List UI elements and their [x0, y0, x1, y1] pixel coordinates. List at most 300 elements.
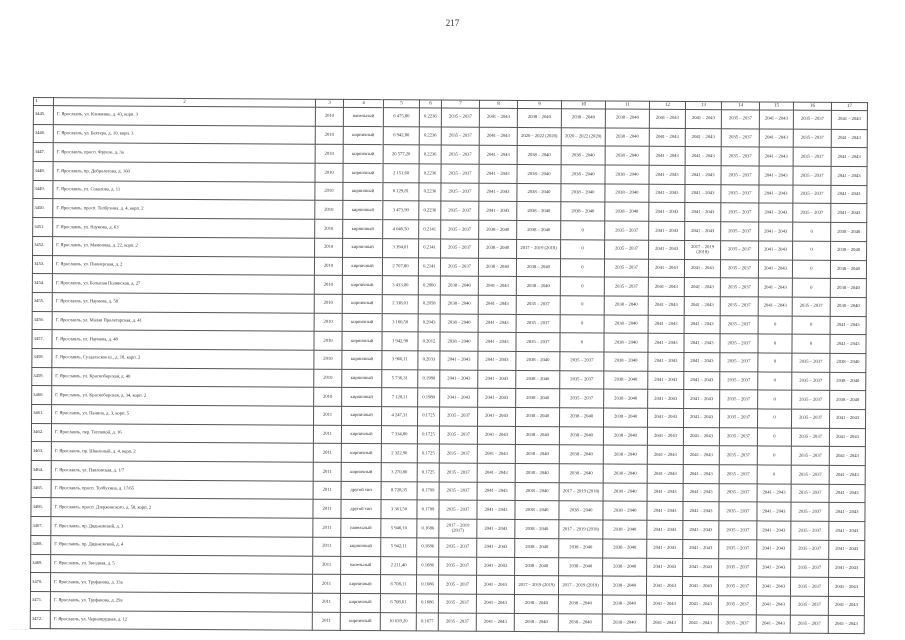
table-cell: 0	[793, 222, 831, 241]
table-cell: кирпичный	[343, 126, 383, 145]
table-cell: 2035 – 2037	[605, 221, 649, 240]
table-cell: 2038 – 2040	[603, 483, 647, 502]
table-cell: 6 708,61	[380, 594, 416, 613]
table-cell: 2035 – 2037	[791, 428, 829, 447]
table-cell: кирпичный	[342, 350, 382, 369]
table-cell: 2041 – 2043	[757, 484, 791, 503]
table-cell: 2020 – 2022 (2020)	[517, 127, 561, 146]
table-cell: 2041 – 2043	[829, 447, 865, 466]
table-cell: 2017 – 2019 (2017)	[439, 519, 477, 538]
address-cell: Г. Ярославль, ул. Пионерская, д. 2	[52, 255, 314, 275]
column-number-cell: 8	[479, 100, 517, 108]
table-cell: 2038 – 2040	[561, 109, 605, 128]
table-cell: 2041 – 2043	[683, 446, 719, 465]
table-cell: 6 475,80	[383, 108, 419, 127]
table-cell: 0.1725	[417, 463, 439, 482]
column-number-cell: 6	[419, 100, 441, 108]
row-number-cell: 3450.	[33, 199, 53, 218]
table-cell: 2017 – 2019 (2018)	[559, 520, 603, 539]
table-cell: 2038 – 2040	[605, 109, 649, 128]
table-cell: 0	[757, 409, 791, 428]
table-cell: 3 960,11	[382, 351, 418, 370]
table-cell: 2038 – 2040	[603, 557, 647, 576]
table-cell: 2041 – 2043	[683, 427, 719, 446]
table-cell: 2010	[314, 331, 342, 350]
table-cell: 0	[560, 258, 604, 277]
table-cell: 2035 – 2037	[791, 503, 829, 522]
table-cell: 2035 – 2037	[439, 500, 477, 519]
table-cell: 2038 – 2040	[558, 613, 602, 632]
table-cell: 2041 – 2043	[759, 129, 793, 148]
table-cell: 2041 – 2043	[647, 427, 683, 446]
table-cell: кирпичный	[343, 163, 383, 182]
row-number-cell: 3465.	[31, 479, 51, 498]
table-cell: 2011	[313, 425, 341, 444]
table-cell: 2041 – 2043	[647, 558, 683, 577]
table-cell: 2035 – 2037	[791, 540, 829, 559]
row-number-cell: 3447.	[33, 143, 53, 162]
table-cell: 0.1686	[417, 538, 439, 557]
table-cell: 2038 – 2040	[440, 276, 478, 295]
table-cell: 2035 – 2037	[720, 371, 758, 390]
table-cell: 2038 – 2040	[440, 314, 478, 333]
address-cell: Г. Ярославль, ул. Труфанова, д. 29а	[50, 591, 312, 611]
table-cell: 2035 – 2037	[720, 278, 758, 297]
table-cell: 0	[758, 315, 792, 334]
table-cell: 2041 – 2043	[648, 371, 684, 390]
table-cell: кирпичный	[343, 220, 383, 239]
table-cell: 2041 – 2043	[684, 371, 720, 390]
table-cell: 2035 – 2037	[560, 352, 604, 371]
table-cell: 2041 – 2043	[685, 147, 721, 166]
table-cell: 2038 – 2040	[517, 108, 561, 127]
table-cell: 2041 – 2043	[757, 540, 791, 559]
column-number-cell: 13	[685, 101, 721, 109]
table-cell: 2041 – 2043	[684, 278, 720, 297]
table-cell: 2041 – 2043	[479, 127, 517, 146]
table-cell: 2035 – 2037	[719, 483, 757, 502]
table-cell: 2035 – 2037	[604, 258, 648, 277]
table-cell: 2041 – 2043	[759, 203, 793, 222]
table-cell: 2041 – 2043	[477, 463, 515, 482]
table-cell: 2011	[313, 500, 341, 519]
table-cell: 2035 – 2037	[605, 240, 649, 259]
table-cell: 2035 – 2037	[791, 409, 829, 428]
table-cell: другой тип	[341, 481, 381, 500]
table-cell: 3 433,00	[382, 276, 418, 295]
table-cell: 0.1677	[416, 612, 438, 631]
table-cell: 0	[792, 278, 830, 297]
table-cell: 2038 – 2040	[603, 501, 647, 520]
table-cell: 2038 – 2040	[515, 445, 559, 464]
table-cell: 2035 – 2037	[793, 204, 831, 223]
table-cell: 2035 – 2037	[721, 128, 759, 147]
table-cell: 2038 – 2040	[559, 426, 603, 445]
table-cell: 2035 – 2037	[790, 596, 828, 615]
page-number: 217	[445, 18, 460, 28]
table-cell: кирпичный	[341, 537, 381, 556]
table-cell: 2010	[314, 388, 342, 407]
table-cell: панельный	[343, 107, 383, 126]
table-cell: 2035 – 2037	[439, 482, 477, 501]
table-cell: 2041 – 2043	[479, 164, 517, 183]
table-cell: 2017 – 2019 (2018)	[685, 240, 721, 259]
table-cell: 2038 – 2040	[603, 408, 647, 427]
table-cell: 2011	[313, 444, 341, 463]
table-cell: 0.1709	[417, 482, 439, 501]
address-cell: Г. Ярославль, ул. Павловская, д. 1/7	[51, 461, 313, 481]
table-cell: кирпичный	[341, 425, 381, 444]
table-cell: 0	[758, 334, 792, 353]
table-cell: 0.1686	[416, 575, 438, 594]
address-cell: Г. Ярославль, ул. Наумова, д. 63	[53, 218, 315, 238]
table-cell: 2041 – 2043	[478, 295, 516, 314]
table-cell: 2041 – 2043	[828, 615, 864, 634]
table-cell: 2010	[314, 294, 342, 313]
table-cell: 6 708,11	[380, 575, 416, 594]
table-cell: 2038 – 2040	[602, 595, 646, 614]
table-cell: 2041 – 2043	[477, 426, 515, 445]
column-number-cell: 5	[383, 100, 419, 108]
column-number-cell: 7	[441, 100, 479, 108]
table-cell: 0	[561, 240, 605, 259]
table-cell: 2010	[314, 350, 342, 369]
column-number-cell: 9	[517, 100, 561, 108]
table-cell: кирпичный	[340, 575, 380, 594]
row-number-cell: 3446.	[33, 124, 53, 143]
table-cell: кирпичный	[341, 462, 381, 481]
table-cell: кирпичный	[342, 276, 382, 295]
table-cell: 2035 – 2037	[440, 257, 478, 276]
table-cell: 0	[560, 296, 604, 315]
table-cell: 0	[758, 390, 792, 409]
table-cell: 2041 – 2043	[477, 538, 515, 557]
table-cell: 3 394,01	[383, 238, 419, 257]
table-cell: 2041 – 2043	[759, 222, 793, 241]
table-cell: 2017 – 2019 (2019)	[514, 576, 558, 595]
row-number-cell: 3451.	[33, 218, 53, 237]
table-cell: 5 946,10	[381, 519, 417, 538]
row-number-cell: 3461.	[32, 404, 52, 423]
table-cell: 2010	[315, 201, 343, 220]
column-number-cell: 15	[759, 102, 793, 110]
table-cell: 2011	[313, 462, 341, 481]
table-cell: 2041 – 2043	[831, 129, 867, 148]
address-cell: Г. Ярославль, ул. Красноборская, д. 34, корп. 2	[52, 386, 314, 406]
address-cell: Г. Ярославль, ул. Панина, д. 3, корп. 5	[52, 405, 314, 425]
table-cell: 2041 – 2043	[685, 184, 721, 203]
table-cell: 2041 – 2043	[648, 334, 684, 353]
table-cell: 2038 – 2040	[605, 165, 649, 184]
table-cell: 2035 – 2037	[438, 594, 476, 613]
table-cell: 1 942,98	[382, 332, 418, 351]
table-cell: 2035 – 2037	[720, 334, 758, 353]
table-cell: 2038 – 2040	[515, 407, 559, 426]
table-cell: 2035 – 2037	[721, 110, 759, 129]
table-cell: 2041 – 2043	[479, 146, 517, 165]
table-cell: 2041 – 2043	[683, 521, 719, 540]
table-cell: 2035 – 2037	[439, 407, 477, 426]
table-cell: 0.1980	[418, 369, 440, 388]
address-cell: Г. Ярославль, ул. Малая Пролетарская, д. 41	[52, 311, 314, 331]
table-cell: 2038 – 2040	[516, 351, 560, 370]
address-cell: Г. Ярославль, ул. Наумова, д. 48	[52, 330, 314, 350]
row-number-cell: 3469.	[31, 554, 51, 573]
table-cell: 2038 – 2040	[604, 296, 648, 315]
table-cell: кирпичный	[342, 257, 382, 276]
table-cell: 2010	[314, 369, 342, 388]
table-cell: 2035 – 2037	[441, 108, 479, 127]
table-cell: 2041 – 2043	[648, 352, 684, 371]
table-cell: 2035 – 2037	[438, 575, 476, 594]
table-cell: 2041 – 2043	[759, 185, 793, 204]
table-cell: 2011	[312, 612, 340, 631]
table-cell: кирпичный	[342, 294, 382, 313]
table-cell: 2011	[314, 406, 342, 425]
table-cell: 2 151,60	[383, 164, 419, 183]
column-number-cell: 16	[793, 102, 831, 110]
table-cell: 2035 – 2037	[718, 577, 756, 596]
table-cell: 2038 – 2040	[605, 128, 649, 147]
table-cell: 2038 – 2040	[559, 557, 603, 576]
table-cell: кирпичный	[341, 444, 381, 463]
table-cell: 2035 – 2037	[792, 390, 830, 409]
address-cell: Г. Ярославль, просп. Толбухина, д. 17/65	[51, 479, 313, 499]
table-cell: 2041 – 2043	[477, 519, 515, 538]
row-number-cell: 3448.	[33, 162, 53, 181]
table-cell: 2038 – 2040	[831, 223, 867, 242]
column-number-cell: 11	[605, 101, 649, 109]
table-cell: 7 120,11	[382, 388, 418, 407]
table-cell: 2038 – 2040	[604, 352, 648, 371]
table-cell: 2041 – 2043	[647, 446, 683, 465]
table-cell: 2041 – 2043	[646, 614, 682, 633]
table-cell: 0	[757, 446, 791, 465]
column-number-cell: 3	[315, 99, 343, 107]
table-cell: 2038 – 2040	[514, 594, 558, 613]
table-cell: 2035 – 2037	[719, 521, 757, 540]
table-cell: 2038 – 2040	[604, 315, 648, 334]
table-cell: 2041 – 2043	[830, 316, 866, 335]
table-cell: 2035 – 2037	[439, 444, 477, 463]
table-cell: 2041 – 2043	[831, 110, 867, 129]
table-cell: 6 942,80	[383, 126, 419, 145]
table-cell: 2035 – 2037	[441, 201, 479, 220]
table-cell: 2041 – 2043	[649, 203, 685, 222]
table-cell: 2041 – 2043	[829, 559, 865, 578]
table-cell: 0.2141	[419, 220, 441, 239]
document-table	[30, 97, 868, 634]
table-cell: 2041 – 2043	[682, 577, 718, 596]
table-cell: 2035 – 2037	[719, 465, 757, 484]
table-cell: 2041 – 2043	[682, 595, 718, 614]
address-cell: Г. Ярославль, просп. Фрунзе, д. 3а	[53, 143, 315, 163]
table-cell: 2035 – 2037	[720, 297, 758, 316]
table-cell: 20 577,20	[383, 145, 419, 164]
table-cell: 2035 – 2037	[604, 277, 648, 296]
row-number-cell: 3456.	[32, 311, 52, 330]
table-cell: 2035 – 2037	[441, 127, 479, 146]
column-number-cell: 1	[33, 98, 53, 106]
row-number-cell: 3463.	[31, 442, 51, 461]
column-number-cell: 14	[721, 102, 759, 110]
table-cell: 2038 – 2040	[602, 576, 646, 595]
table-cell: 2035 – 2037	[720, 390, 758, 409]
table-cell: 6 129,81	[383, 182, 419, 201]
table-cell: 7 334,80	[381, 425, 417, 444]
table-cell: 0	[560, 314, 604, 333]
table-cell: 2035 – 2037	[793, 166, 831, 185]
table-cell: 0	[561, 221, 605, 240]
table-cell: 2041 – 2043	[684, 352, 720, 371]
row-number-cell: 3453.	[32, 255, 52, 274]
table-cell: кирпичный	[342, 388, 382, 407]
table-cell: 4 046,50	[383, 220, 419, 239]
row-number-cell: 3455.	[32, 292, 52, 311]
table-cell: 2038 – 2040	[515, 520, 559, 539]
table-cell: 2035 – 2037	[791, 521, 829, 540]
table-cell: 2041 – 2043	[440, 351, 478, 370]
table-cell: 8 728,35	[381, 481, 417, 500]
table-cell: 2035 – 2037	[793, 110, 831, 129]
table-cell: 2041 – 2043	[648, 296, 684, 315]
table-cell: 2038 – 2040	[516, 258, 560, 277]
table-cell: 2035 – 2037	[793, 185, 831, 204]
table-cell: 0.1686	[417, 519, 439, 538]
table-cell: 2041 – 2043	[758, 278, 792, 297]
table-cell: 2035 – 2037	[719, 427, 757, 446]
table-cell: 2 211,40	[381, 556, 417, 575]
table-cell: 0.2236	[419, 201, 441, 220]
row-number-cell: 3445.	[33, 106, 53, 125]
table-cell: 2041 – 2043	[757, 521, 791, 540]
table-cell: 2038 – 2040	[830, 297, 866, 316]
table-cell: 0	[560, 277, 604, 296]
table-cell: 0	[758, 372, 792, 391]
table-cell: 2041 – 2043	[477, 445, 515, 464]
table-cell: 0.1725	[418, 407, 440, 426]
table-body	[30, 98, 867, 634]
table-cell: 2041 – 2043	[756, 614, 790, 633]
table-cell: 2038 – 2040	[603, 539, 647, 558]
table-cell: 2038 – 2040	[515, 538, 559, 557]
column-number-cell: 4	[343, 99, 383, 107]
table-cell: 2041 – 2043	[440, 370, 478, 389]
table-cell: 2041 – 2043	[829, 540, 865, 559]
table-cell: 2041 – 2043	[649, 147, 685, 166]
table-cell: 2038 – 2040	[603, 464, 647, 483]
row-number-cell: 3459.	[32, 367, 52, 386]
address-cell: Г. Ярославль, просп. Дзержинского, д. 58, корп. 2	[51, 498, 313, 518]
column-number-cell: 17	[831, 102, 867, 110]
table-cell: 2038 – 2040	[440, 332, 478, 351]
table-cell: 2038 – 2040	[558, 595, 602, 614]
table-cell: 2041 – 2043	[477, 407, 515, 426]
table-cell: панельный	[341, 519, 381, 538]
address-cell: Г. Ярославль, пр. Дядьковский, д. 3	[51, 517, 313, 537]
table-cell: кирпичный	[342, 313, 382, 332]
address-cell: Г. Ярославль, ул. Соколова, д. 11	[53, 180, 315, 200]
table-cell: 2010	[315, 145, 343, 164]
table-cell: 2035 – 2037	[441, 164, 479, 183]
table-cell: 3 473,90	[383, 201, 419, 220]
table-cell: 2010	[315, 238, 343, 257]
table-cell: 2038 – 2040	[831, 241, 867, 260]
table-cell: 2010	[315, 219, 343, 238]
table-cell: 2035 – 2037	[441, 239, 479, 258]
table-cell: 2041 – 2043	[831, 204, 867, 223]
table-cell: 2041 – 2043	[683, 408, 719, 427]
table-cell: 0.2033	[418, 351, 440, 370]
table-cell: 2041 – 2043	[683, 539, 719, 558]
address-cell: Г. Ярославль, ул. Бехтера, д. 10, корп. 3	[53, 124, 315, 144]
table-cell: 2041 – 2043	[831, 185, 867, 204]
address-cell: Г. Ярославль, просп. Толбухина, д. 4, корп. 2	[53, 199, 315, 219]
table-cell: 2038 – 2040	[605, 146, 649, 165]
table-cell: 2041 – 2043	[647, 520, 683, 539]
table-cell: кирпичный	[343, 238, 383, 257]
table-cell: 2035 – 2037	[721, 241, 759, 260]
table-cell: 2041 – 2043	[683, 465, 719, 484]
column-number-cell: 12	[649, 101, 685, 109]
table-cell: 2041 – 2043	[685, 166, 721, 185]
table-cell: 2035 – 2037	[721, 184, 759, 203]
address-cell: Г. Ярославль, пр. Школьный, д. 4, корп. 2	[51, 442, 313, 462]
table-cell: 0.2043	[418, 313, 440, 332]
table-cell: 2038 – 2040	[561, 183, 605, 202]
table-cell: 2038 – 2040	[515, 426, 559, 445]
table-cell: 2041 – 2043	[647, 408, 683, 427]
table-cell: 2 707,80	[382, 257, 418, 276]
table-cell: 2011	[313, 481, 341, 500]
table-cell: 2041 – 2043	[479, 202, 517, 221]
table-cell: 2041 – 2043	[684, 296, 720, 315]
table-cell: 2010	[315, 163, 343, 182]
table-cell: 0	[792, 260, 830, 279]
table-cell: 2035 – 2037	[718, 596, 756, 615]
table-cell: 2038 – 2040	[604, 371, 648, 390]
row-number-cell: 3470.	[30, 573, 50, 592]
table-cell: 0.1686	[417, 556, 439, 575]
table-cell: 2038 – 2040	[603, 445, 647, 464]
table-cell: 2035 – 2037	[719, 540, 757, 559]
table-cell: 2038 – 2040	[517, 202, 561, 221]
table-cell: 2035 – 2037	[719, 502, 757, 521]
table-cell: 2017 – 2019 (2018)	[559, 482, 603, 501]
table-cell: 3 270,80	[381, 463, 417, 482]
table-cell: 2017 – 2019 (2019)	[558, 576, 602, 595]
table-cell: 0.2236	[419, 108, 441, 127]
table-cell: 2038 – 2040	[440, 295, 478, 314]
table-cell: 2035 – 2037	[721, 203, 759, 222]
table-cell: 2041 – 2043	[477, 557, 515, 576]
table-cell: 2041 – 2043	[684, 315, 720, 334]
table-cell: 0.2236	[419, 127, 441, 146]
row-number-cell: 3457.	[32, 330, 52, 349]
table-cell: 2035 – 2037	[439, 463, 477, 482]
table-cell: 2038 – 2040	[561, 165, 605, 184]
table-cell: 2041 – 2043	[479, 183, 517, 202]
table-cell: 0	[757, 428, 791, 447]
table-cell: 2038 – 2040	[604, 389, 648, 408]
address-cell: Г. Ярославль, пр. Добролетова, д. 160	[53, 162, 315, 182]
table-cell: 2041 – 2043	[757, 502, 791, 521]
table-cell: 3 361,50	[381, 500, 417, 519]
table-cell: 2038 – 2040	[830, 372, 866, 391]
table-cell: 2035 – 2037	[719, 409, 757, 428]
table-cell: 0	[792, 334, 830, 353]
table-cell: 2038 – 2040	[559, 501, 603, 520]
